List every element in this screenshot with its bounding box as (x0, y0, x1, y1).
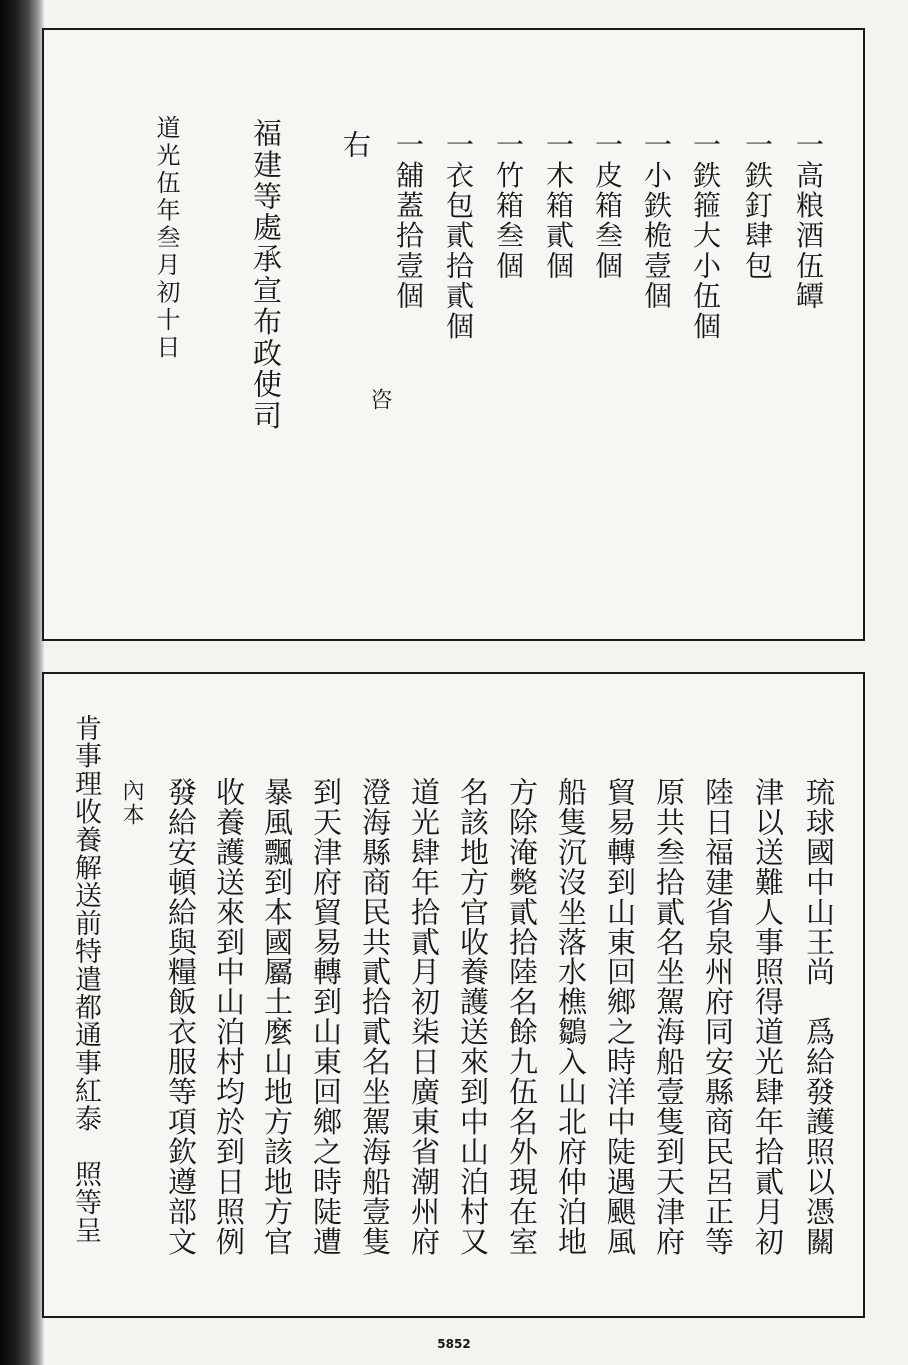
closing-character: 右 (339, 130, 372, 161)
text-column-2: 津以送難人事照得道光肆年拾貳月初 (751, 777, 785, 1257)
inventory-item-5: 一皮箱叁個 (591, 130, 624, 281)
inventory-item-6: 一木箱貳個 (542, 130, 575, 281)
text-column-3: 陸日福建省泉州府同安縣商民呂正等 (701, 777, 735, 1257)
text-column-5: 貿易轉到山東回鄉之時洋中陡遇颶風 (603, 777, 637, 1257)
text-column-15: 內本 (119, 779, 144, 827)
text-column-11: 到天津府貿易轉到山東回鄉之時陡遭 (309, 777, 343, 1257)
text-column-10: 澄海縣商民共貳拾貳名坐駕海船壹隻 (358, 777, 392, 1257)
page-number: 5852 (437, 1337, 471, 1351)
recipient-office: 福建等處承宣布政使司 (249, 118, 283, 432)
top-document-page (42, 28, 865, 641)
inventory-item-1: 一高粮酒伍罈 (792, 130, 825, 312)
inventory-item-3: 一鉄箍大小伍個 (689, 130, 722, 342)
text-column-7: 方除淹斃貳拾陸名餘九伍名外現在室 (505, 777, 539, 1257)
text-column-9: 道光肆年拾貳月初柒日廣東省潮州府 (407, 777, 441, 1257)
text-column-12: 暴風飄到本國屬土麼山地方該地方官 (260, 777, 294, 1257)
closing-mark: 咨 (367, 388, 392, 410)
text-column-13: 收養護送來到中山泊村均於到日照例 (212, 777, 246, 1257)
inventory-item-7: 一竹箱叁個 (492, 130, 525, 281)
inventory-item-2: 一鉄釘肆包 (741, 130, 774, 281)
text-column-1: 琉球國中山王尚 爲給發護照以憑關 (802, 777, 836, 1257)
document-date: 道光伍年叁月初十日 (152, 115, 180, 362)
inventory-item-8: 一衣包貳拾貳個 (442, 130, 475, 342)
text-column-8: 名該地方官收養護送來到中山泊村又 (456, 777, 490, 1257)
margin-note-column: 肯事理收養解送前特遣都通事紅泰 照等呈 (70, 714, 101, 1245)
text-column-4: 原共叁拾貳名坐駕海船壹隻到天津府 (652, 777, 686, 1257)
text-column-14: 發給安頓給與糧飯衣服等項欽遵部文 (164, 777, 198, 1257)
bottom-document-page (42, 672, 865, 1318)
inventory-item-4: 一小鉄桅壹個 (640, 130, 673, 312)
inventory-item-9: 一舖蓋拾壹個 (392, 130, 425, 312)
book-binding-shadow (0, 0, 44, 1365)
text-column-6: 船隻沉沒坐落水樵鶵入山北府仲泊地 (554, 777, 588, 1257)
